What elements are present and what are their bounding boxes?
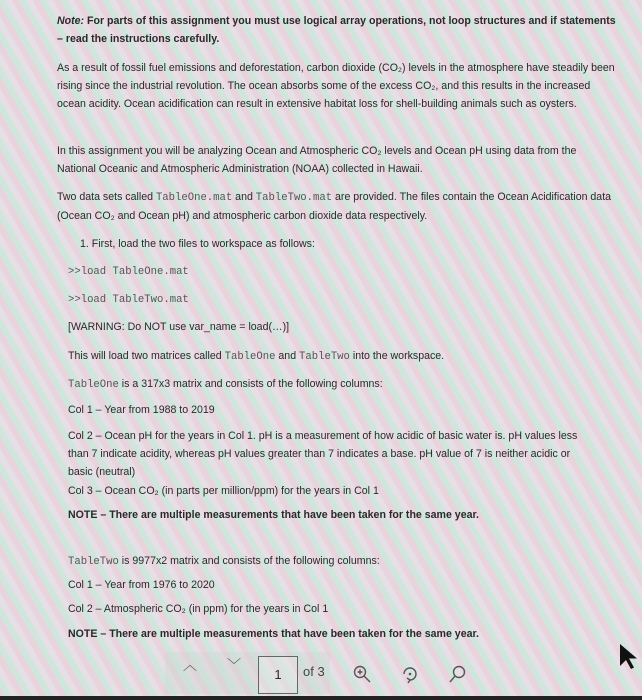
code-load-tabletwo: >>load TableTwo.mat [68, 294, 189, 306]
zoom-in-icon[interactable] [352, 664, 372, 684]
chevron-up-icon[interactable]: ︿ [183, 657, 197, 673]
page-number-input[interactable]: 1 [258, 656, 298, 694]
note: Note: For parts of this assignment you must use logical array operations, not loop structures and if statements – read the instructions carefully. [57, 15, 616, 45]
mouse-cursor-icon [618, 642, 640, 672]
assignment-paragraph: In this assignment you will be analyzing Ocean and Atmospheric CO₂ levels and Ocean pH using data from the National Oceanic and Atmospheric Administration (NOAA) collected in Hawaii. [57, 145, 577, 175]
rotate-icon[interactable] [400, 664, 420, 684]
datasets-paragraph: Two data sets called TableOne.mat and TableTwo.mat are provided. The files contain the Ocean Acidification data (Ocean CO₂ and Ocean pH) and atmospheric carbon dioxide data respectively. [57, 191, 612, 222]
code-load-tableone: >>load TableOne.mat [68, 266, 189, 278]
tabletwo-note: NOTE – There are multiple measurements that have been taken for the same year. [68, 628, 479, 640]
tabletwo-col2: Col 2 – Atmospheric CO₂ (in ppm) for the years in Col 1 [68, 603, 329, 615]
search-icon[interactable] [448, 664, 468, 684]
intro-paragraph: As a result of fossil fuel emissions and deforestation, carbon dioxide (CO₂) levels in the atmosphere have steadily been rising since the industrial revolution. The ocean absorbs some of the excess CO₂, and this results in the increased ocean acidity. Ocean acidification can result in extensive habitat loss for shell-building animals such as oysters. [57, 62, 615, 110]
page-count: of 3 [303, 664, 325, 679]
tableone-note: NOTE – There are multiple measurements that have been taken for the same year. [68, 509, 479, 521]
load-description: This will load two matrices called TableOne and TableTwo into the workspace. [68, 350, 445, 363]
tableone-col3: Col 3 – Ocean CO₂ (in parts per million/ppm) for the years in Col 1 [68, 485, 379, 497]
chevron-down-icon[interactable]: ﹀ [227, 657, 241, 673]
tabletwo-description: TableTwo is 9977x2 matrix and consists of the following columns: [68, 555, 380, 568]
tableone-description: TableOne is a 317x3 matrix and consists of the following columns: [68, 378, 383, 391]
screen-bezel [0, 696, 642, 700]
warning: [WARNING: Do NOT use var_name = load(…)] [68, 321, 290, 333]
tabletwo-col1: Col 1 – Year from 1976 to 2020 [68, 579, 215, 591]
tableone-col2: Col 2 – Ocean pH for the years in Col 1. pH is a measurement of how acidic of basic water is. pH values less than 7 indicate acidity, whereas pH values greater than 7 indicates a base. pH value of 7 is neither acidic or basic (neutral) [68, 430, 578, 478]
step-1: 1. First, load the two files to workspace as follows: [80, 238, 315, 250]
tableone-col1: Col 1 – Year from 1988 to 2019 [68, 404, 215, 416]
